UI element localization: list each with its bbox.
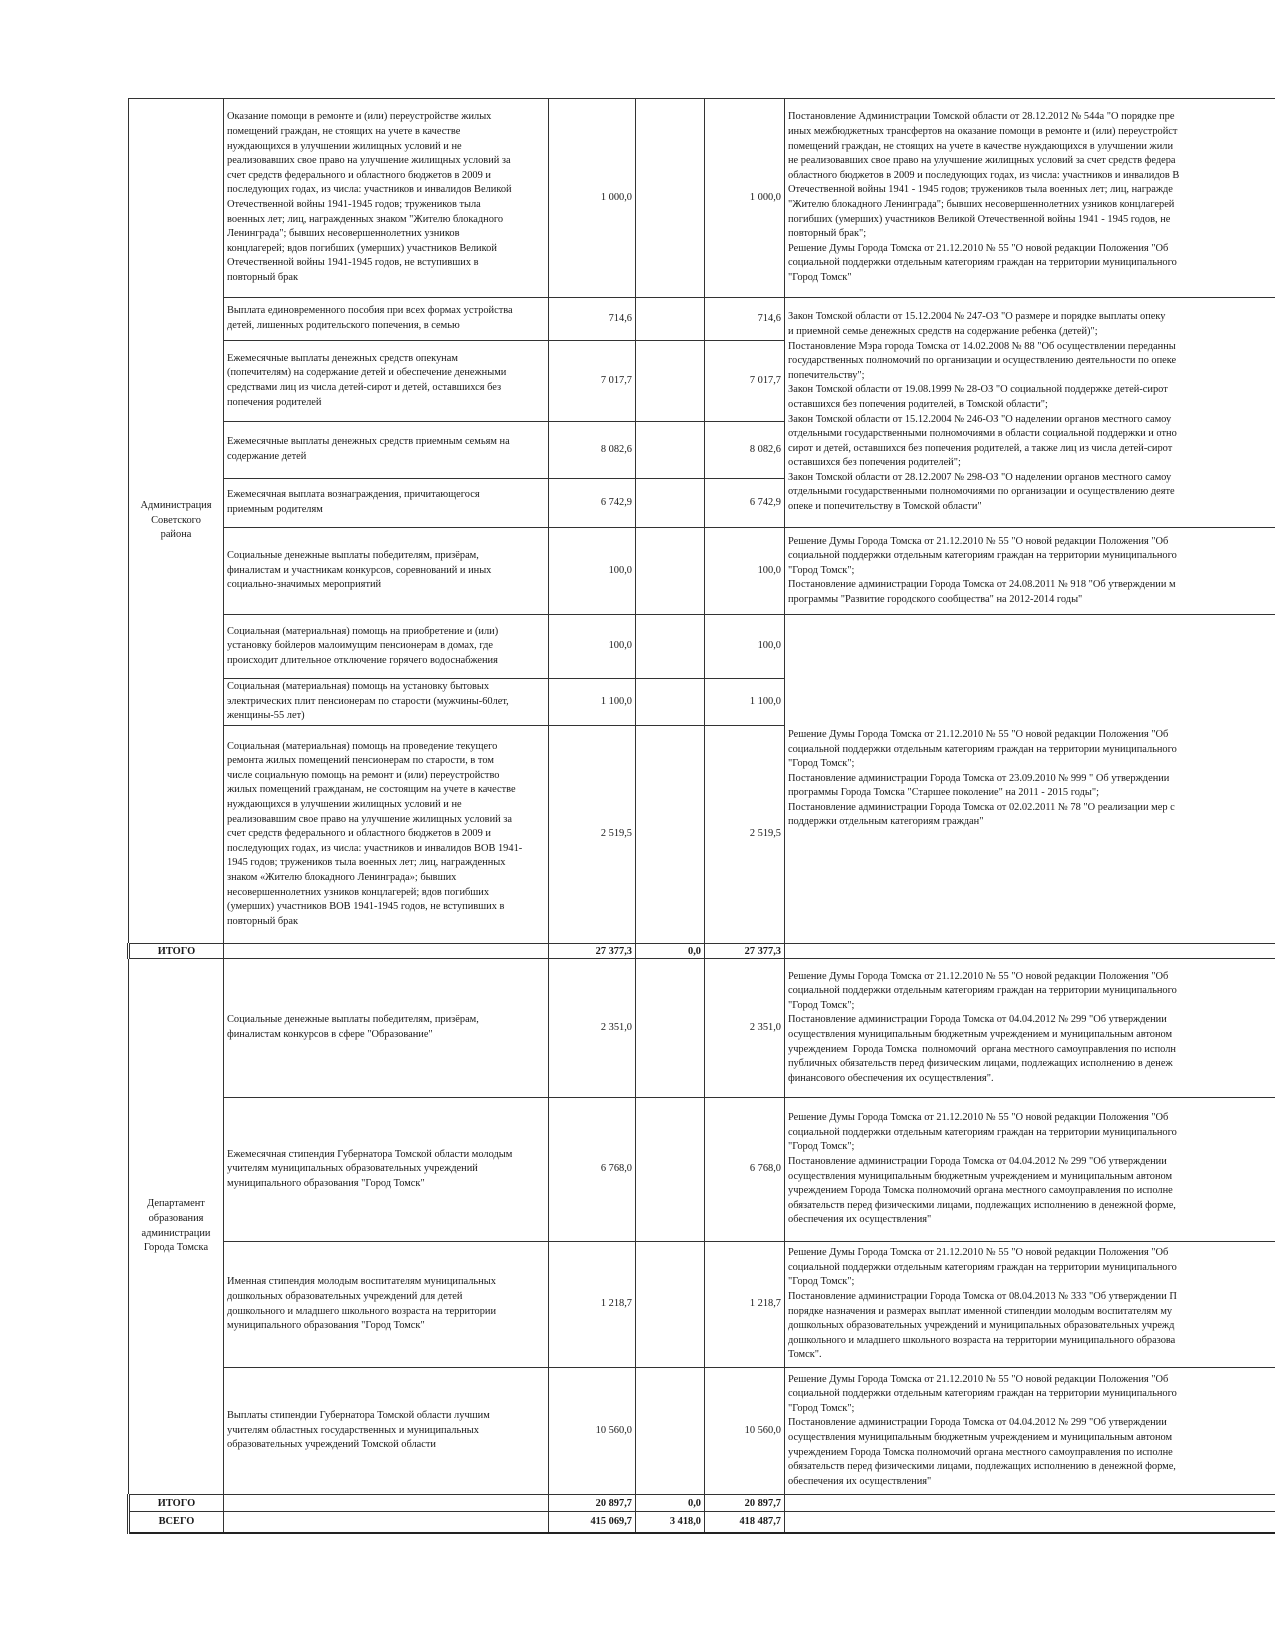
amount-col-1: 2 351,0 — [549, 959, 636, 1098]
description-cell: Выплаты стипендии Губернатора Томской области лучшим учителям областных государственных и муниципальных образовательных учреждений Томской области — [224, 1368, 549, 1495]
legal-basis-text: Решение Думы Города Томска от 21.12.2010 № 55 "О новой редакции Положения "Об социальной поддержки отдельным категориям граждан на территории муниципального "Город Томск"; Постановление администрации Города Томска от 24.08.2011 № 918 "Об утверждении м программы "Развитие городского сообщества" на 2012-2014 годы" — [788, 535, 1177, 605]
description-cell: Выплата единовременного пособия при всех формах устройства детей, лишенных родительского попечения, в семью — [224, 298, 549, 341]
amount-col-2 — [636, 479, 705, 528]
legal-basis-text: Решение Думы Города Томска от 21.12.2010 № 55 "О новой редакции Положения "Об социальной поддержки отдельным категориям граждан на территории муниципального "Город Томск"; Постановление администрации Города Томска от 08.04.2013 № 333 "Об утверждении П порядке назначения и размерах выплат именной стипендии молодым воспитателям му дошкольных образовательных учреждений и муниципальных образовательных учрежд дошкольного и младшего школьного возраста на территории муниципального образова Томск". — [788, 1247, 1177, 1361]
legal-basis-cell — [785, 99, 1275, 298]
amount-col-3: 1 000,0 — [705, 99, 785, 298]
total-amount-col-3: 20 897,7 — [705, 1495, 785, 1512]
amount-col-3: 1 218,7 — [705, 1242, 785, 1368]
section-total-row — [129, 1495, 1275, 1512]
description-cell: Социальные денежные выплаты победителям, призёрам, финалистам конкурсов в сфере "Образование" — [224, 959, 549, 1098]
amount-col-1: 6 768,0 — [549, 1098, 636, 1242]
amount-col-1: 1 100,0 — [549, 679, 636, 726]
amount-col-1: 6 742,9 — [549, 479, 636, 528]
legal-basis-text: Закон Томской области от 15.12.2004 № 247-ОЗ "О размере и порядке выплаты опеку и приемной семье денежных средств на содержание ребенка (детей)"; Постановление Мэра города Томска от 14.02.2008 № 88 "Об осуществлении переданны государственных полномочий по организации и осуществлению деятельности по опеке попечительству"; Закон Томской области от 19.08.1999 № 28-ОЗ "О социальной поддержке детей-сирот оставшихся без попечения родителей, в Томской области"; Закон Томской области от 15.12.2004 № 246-ОЗ "О наделении органов местного самоу отдельными государственными полномочиями в области социальной поддержки и отно сирот и детей, оставшихся без попечения родителей, а также лиц из числа детей-сирот оставшихся без попечения родителей"; Закон Томской области от 28.12.2007 № 298-ОЗ "О наделении органов местного самоу отдельными государственными полномочиями по организации и осуществлению деяте опеке и попечительству в Томской области" — [788, 311, 1177, 513]
table-row — [129, 959, 1275, 1098]
total-amount-col-1: 20 897,7 — [549, 1495, 636, 1512]
amount-col-1: 1 000,0 — [549, 99, 636, 298]
legal-basis-cell — [785, 298, 1275, 528]
total-amount-col-3: 27 377,3 — [705, 944, 785, 959]
amount-col-3: 1 100,0 — [705, 679, 785, 726]
description-cell: Ежемесячные выплаты денежных средств опекунам (попечителям) на содержание детей и обеспечение денежными средствами лиц из числа детей-сирот и детей, оставшихся без попечения родителей — [224, 341, 549, 422]
description-cell: Оказание помощи в ремонте и (или) переустройстве жилых помещений граждан, не стоящих на учете в качестве нуждающихся в улучшении жилищных условий и не реализовавших свое право на улучшение жилищных условий за счет средств федерального и областного бюджетов в 2009 и последующих годах, из числа: участников и инвалидов Великой Отечественной войны 1941-1945 годов; тружеников тыла военных лет; лиц, награжденных знаком "Жителю блокадного Ленинграда"; бывших несовершеннолетних узников концлагерей; вдов погибших (умерших) участников Великой Отечественной войны 1941-1945 годов, не вступивших в повторный брак — [224, 99, 549, 298]
amount-col-3: 6 768,0 — [705, 1098, 785, 1242]
legal-basis-cell — [785, 1098, 1275, 1242]
amount-col-2 — [636, 1368, 705, 1495]
amount-col-2 — [636, 1098, 705, 1242]
description-cell: Именная стипендия молодым воспитателям муниципальных дошкольных образовательных учреждений для детей дошкольного и младшего школьного возраста на территории муниципального образования "Город Томск" — [224, 1242, 549, 1368]
table-row — [129, 1368, 1275, 1495]
section-total-row — [129, 944, 1275, 959]
total-label: ИТОГО — [129, 1495, 224, 1512]
description-cell: Социальные денежные выплаты победителям, призёрам, финалистам и участникам конкурсов, соревнований и иных социально-значимых мероприятий — [224, 528, 549, 615]
grand-total-amount-col-2: 3 418,0 — [636, 1512, 705, 1533]
legal-basis-cell — [785, 1242, 1275, 1368]
table-row — [129, 99, 1275, 298]
amount-col-3: 8 082,6 — [705, 422, 785, 479]
description-cell: Социальная (материальная) помощь на приобретение и (или) установку бойлеров малоимущим пенсионерам в домах, где происходит длительное отключение горячего водоснабжения — [224, 615, 549, 679]
table-row — [129, 1098, 1275, 1242]
budget-table — [127, 98, 1275, 1534]
legal-basis-cell — [785, 528, 1275, 615]
organization-cell: Администрация Советского района — [129, 99, 224, 944]
amount-col-3: 6 742,9 — [705, 479, 785, 528]
legal-basis-cell — [785, 615, 1275, 944]
total-amount-col-2: 0,0 — [636, 944, 705, 959]
legal-basis-cell — [785, 959, 1275, 1098]
amount-col-2 — [636, 341, 705, 422]
grand-total-amount-col-3: 418 487,7 — [705, 1512, 785, 1533]
organization-cell: Департамент образования администрации Города Томска — [129, 959, 224, 1495]
amount-col-2 — [636, 615, 705, 679]
description-cell — [224, 1512, 549, 1533]
table-row — [129, 1242, 1275, 1368]
amount-col-1: 100,0 — [549, 528, 636, 615]
amount-col-3: 100,0 — [705, 615, 785, 679]
amount-col-3: 2 519,5 — [705, 726, 785, 944]
amount-col-1: 2 519,5 — [549, 726, 636, 944]
legal-basis-cell — [785, 944, 1275, 959]
amount-col-1: 10 560,0 — [549, 1368, 636, 1495]
legal-basis-cell — [785, 1368, 1275, 1495]
amount-col-2 — [636, 528, 705, 615]
amount-col-1: 1 218,7 — [549, 1242, 636, 1368]
legal-basis-cell — [785, 1495, 1275, 1512]
amount-col-3: 2 351,0 — [705, 959, 785, 1098]
amount-col-3: 10 560,0 — [705, 1368, 785, 1495]
grand-total-label: ВСЕГО — [129, 1512, 224, 1533]
amount-col-2 — [636, 959, 705, 1098]
amount-col-1: 714,6 — [549, 298, 636, 341]
legal-basis-text: Решение Думы Города Томска от 21.12.2010 № 55 "О новой редакции Положения "Об социальной поддержки отдельным категориям граждан на территории муниципального "Город Томск"; Постановление администрации Города Томска от 23.09.2010 № 999 " Об утверждении программы Города Томска "Старшее поколение" на 2011 - 2015 годы"; Постановление администрации Города Томска от 02.02.2011 № 78 "О реализации мер с поддержки отдельным категориям граждан" — [788, 728, 1177, 828]
amount-col-1: 7 017,7 — [549, 341, 636, 422]
amount-col-2 — [636, 726, 705, 944]
amount-col-3: 7 017,7 — [705, 341, 785, 422]
total-amount-col-1: 27 377,3 — [549, 944, 636, 959]
total-amount-col-2: 0,0 — [636, 1495, 705, 1512]
description-cell: Ежемесячная выплата вознаграждения, причитающегося приемным родителям — [224, 479, 549, 528]
legal-basis-cell — [785, 1512, 1275, 1533]
table-row — [129, 528, 1275, 615]
amount-col-3: 714,6 — [705, 298, 785, 341]
total-label: ИТОГО — [129, 944, 224, 959]
description-cell: Ежемесячные выплаты денежных средств приемным семьям на содержание детей — [224, 422, 549, 479]
amount-col-2 — [636, 1242, 705, 1368]
legal-basis-text: Решение Думы Города Томска от 21.12.2010 № 55 "О новой редакции Положения "Об социальной поддержки отдельным категориям граждан на территории муниципального "Город Томск"; Постановление администрации Города Томска от 04.04.2012 № 299 "Об утверждении осуществления муниципальным бюджетным учреждением и муниципальным автоном учреждением Города Томска полномочий органа местного самоуправления по исполн публичных обязательств перед физическим лицами, подлежащих исполнению в денеж финансового обеспечения их осуществления". — [788, 970, 1177, 1084]
amount-col-1: 8 082,6 — [549, 422, 636, 479]
description-cell — [224, 1495, 549, 1512]
legal-basis-text: Решение Думы Города Томска от 21.12.2010 № 55 "О новой редакции Положения "Об социальной поддержки отдельным категориям граждан на территории муниципального "Город Томск"; Постановление администрации Города Томска от 04.04.2012 № 299 "Об утверждении осуществления муниципальным бюджетным учреждением и муниципальным автоном учреждением Города Томска полномочий органа местного самоуправления по исполне обязательств перед физическими лицами, подлежащих исполнению в денежной форме, обеспечения их осуществления" — [788, 1112, 1177, 1226]
legal-basis-text: Постановление Администрации Томской области от 28.12.2012 № 544а "О порядке пре иных межбюджетных трансфертов на оказание помощи в ремонте и (или) переустройст помещений граждан, не стоящих на учете в качестве нуждающихся в улучшении жили не реализовавших свое право на улучшение жилищных условий за счет средств федера областного бюджетов в 2009 и последующих годах, из числа: участников и инвалидов В Отечественной войны 1941 - 1945 годов; тружеников тыла военных лет; лиц, награжде "Жителю блокадного Ленинграда"; бывших несовершеннолетних узников концлагерей погибших (умерших) участников Великой Отечественной войны 1941 - 1945 годов, не повторный брак"; Решение Думы Города Томска от 21.12.2010 № 55 "О новой редакции Положения "Об социальной поддержки отдельным категориям граждан на территории муниципального "Город Томск" — [788, 111, 1180, 283]
amount-col-2 — [636, 99, 705, 298]
amount-col-2 — [636, 298, 705, 341]
grand-total-row — [129, 1512, 1275, 1533]
description-cell: Ежемесячная стипендия Губернатора Томской области молодым учителям муниципальных образовательных учреждений муниципального образования "Город Томск" — [224, 1098, 549, 1242]
amount-col-2 — [636, 679, 705, 726]
description-cell — [224, 944, 549, 959]
description-cell: Социальная (материальная) помощь на установку бытовых электрических плит пенсионерам по старости (мужчины-60лет, женщины-55 лет) — [224, 679, 549, 726]
table-row — [129, 615, 1275, 679]
grand-total-amount-col-1: 415 069,7 — [549, 1512, 636, 1533]
table-row — [129, 298, 1275, 341]
legal-basis-text: Решение Думы Города Томска от 21.12.2010 № 55 "О новой редакции Положения "Об социальной поддержки отдельным категориям граждан на территории муниципального "Город Томск"; Постановление администрации Города Томска от 04.04.2012 № 299 "Об утверждении осуществления муниципальным бюджетным учреждением и муниципальным автоном учреждением Города Томска полномочий органа местного самоуправления по исполне обязательств перед физическими лицами, подлежащих исполнению в денежной форме, обеспечения их осуществления" — [788, 1373, 1177, 1487]
amount-col-2 — [636, 422, 705, 479]
description-cell: Социальная (материальная) помощь на проведение текущего ремонта жилых помещений пенсионерам по старости, в том числе социальную помощь на ремонт и (или) переустройство жилых помещений гражданам, не состоящим на учете в качестве нуждающихся в улучшении жилищных условий и не реализовавшим свое право на улучшение жилищных условий за счет средств федерального и областного бюджетов в 2009 и последующих годах, из числа: участников и инвалидов ВОВ 1941- 1945 годов; тружеников тыла военных лет; лиц, награжденных знаком «Жителю блокадного Ленинграда»; бывших несовершеннолетних узников концлагерей; вдов погибших (умерших) участников ВОВ 1941-1945 годов, не вступивших в повторный брак — [224, 726, 549, 944]
amount-col-1: 100,0 — [549, 615, 636, 679]
amount-col-3: 100,0 — [705, 528, 785, 615]
